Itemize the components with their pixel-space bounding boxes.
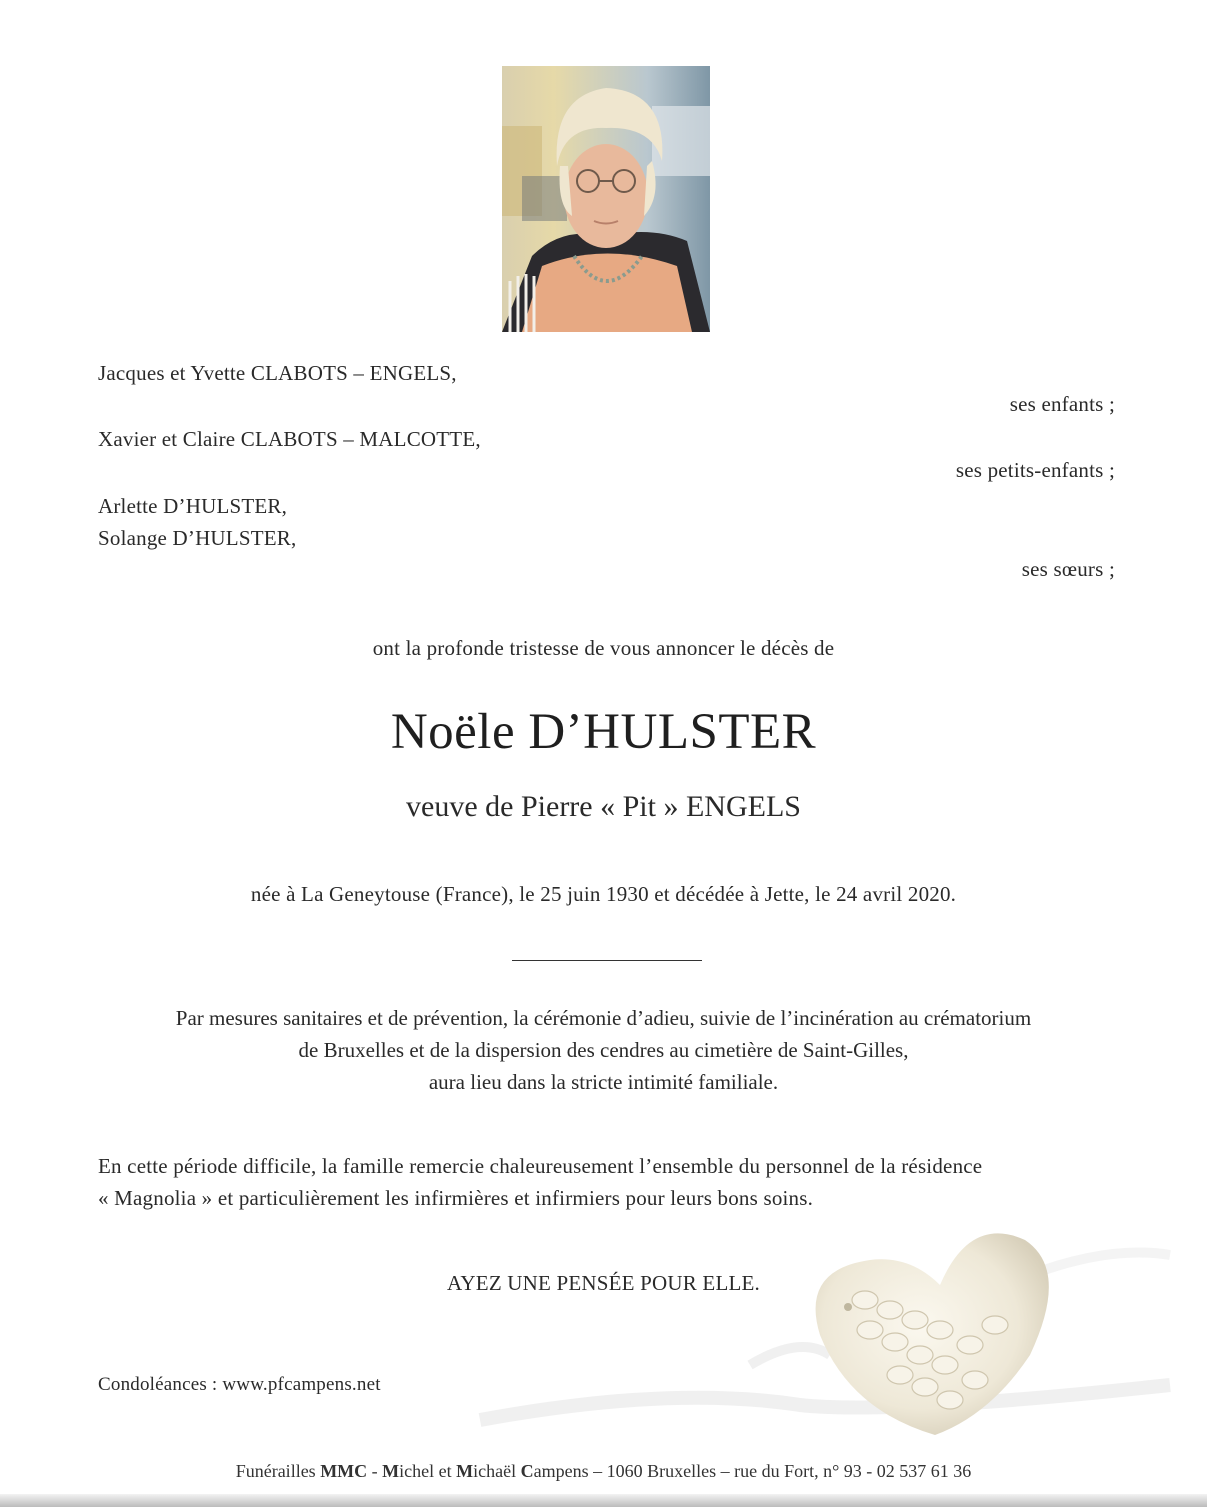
footer-initial-m2: M	[456, 1461, 474, 1481]
footer-initial-c: C	[520, 1461, 534, 1481]
thanks-paragraph	[98, 1150, 982, 1214]
condolences-link[interactable]: Condoléances : www.pfcampens.net	[98, 1374, 381, 1395]
closing-line: AYEZ UNE PENSÉE POUR ELLE.	[446, 1271, 760, 1295]
portrait-illustration	[502, 66, 710, 332]
announcement-text: ont la profonde tristesse de vous annoncer le décès de	[372, 636, 835, 660]
footer-separator: -	[367, 1461, 383, 1481]
grandchildren-role: ses petits-enfants ;	[955, 458, 1115, 482]
footer-brand: MMC	[320, 1461, 368, 1481]
children-names: Jacques et Yvette CLABOTS – ENGELS,	[98, 361, 457, 385]
thanks-line: En cette période difficile, la famille remercie chaleureusement l’ensemble du personnel de la résidence	[98, 1154, 983, 1178]
grandchildren-names: Xavier et Claire CLABOTS – MALCOTTE,	[98, 427, 481, 451]
footer-initial-m1: M	[382, 1461, 400, 1481]
ceremony-line: Par mesures sanitaires et de prévention, la cérémonie d’adieu, suivie de l’incinération au crématorium	[175, 1006, 1032, 1030]
ceremony-line: de Bruxelles et de la dispersion des cendres au cimetière de Saint-Gilles,	[298, 1038, 909, 1062]
life-dates: née à La Geneytouse (France), le 25 juin 1930 et décédée à Jette, le 24 avril 2020.	[250, 882, 957, 906]
footer-address: ampens – 1060 Bruxelles – rue du Fort, n° 93 - 02 537 61 36	[533, 1461, 972, 1481]
ceremony-paragraph	[0, 1002, 1207, 1098]
portrait-photo	[502, 66, 710, 332]
separator-line	[512, 960, 702, 961]
ceremony-line: aura lieu dans la stricte intimité familiale.	[428, 1070, 779, 1094]
sister-name-2: Solange D’HULSTER,	[98, 526, 297, 550]
deceased-name: Noële D’HULSTER	[390, 704, 817, 760]
footer-text: ichaël	[473, 1461, 521, 1481]
widow-of: veuve de Pierre « Pit » ENGELS	[406, 790, 801, 823]
scan-edge-shadow	[0, 1494, 1207, 1507]
thanks-line: « Magnolia » et particulièrement les infirmières et infirmiers pour leurs bons soins.	[98, 1186, 814, 1210]
sisters-role: ses sœurs ;	[1021, 557, 1115, 581]
footer-text: ichel et	[399, 1461, 457, 1481]
footer-funeral-home	[0, 1461, 1207, 1482]
children-role: ses enfants ;	[1009, 392, 1115, 416]
footer-prefix: Funérailles	[235, 1461, 321, 1481]
sister-name-1: Arlette D’HULSTER,	[98, 494, 288, 518]
heart-flower-decoration	[470, 1215, 1190, 1450]
